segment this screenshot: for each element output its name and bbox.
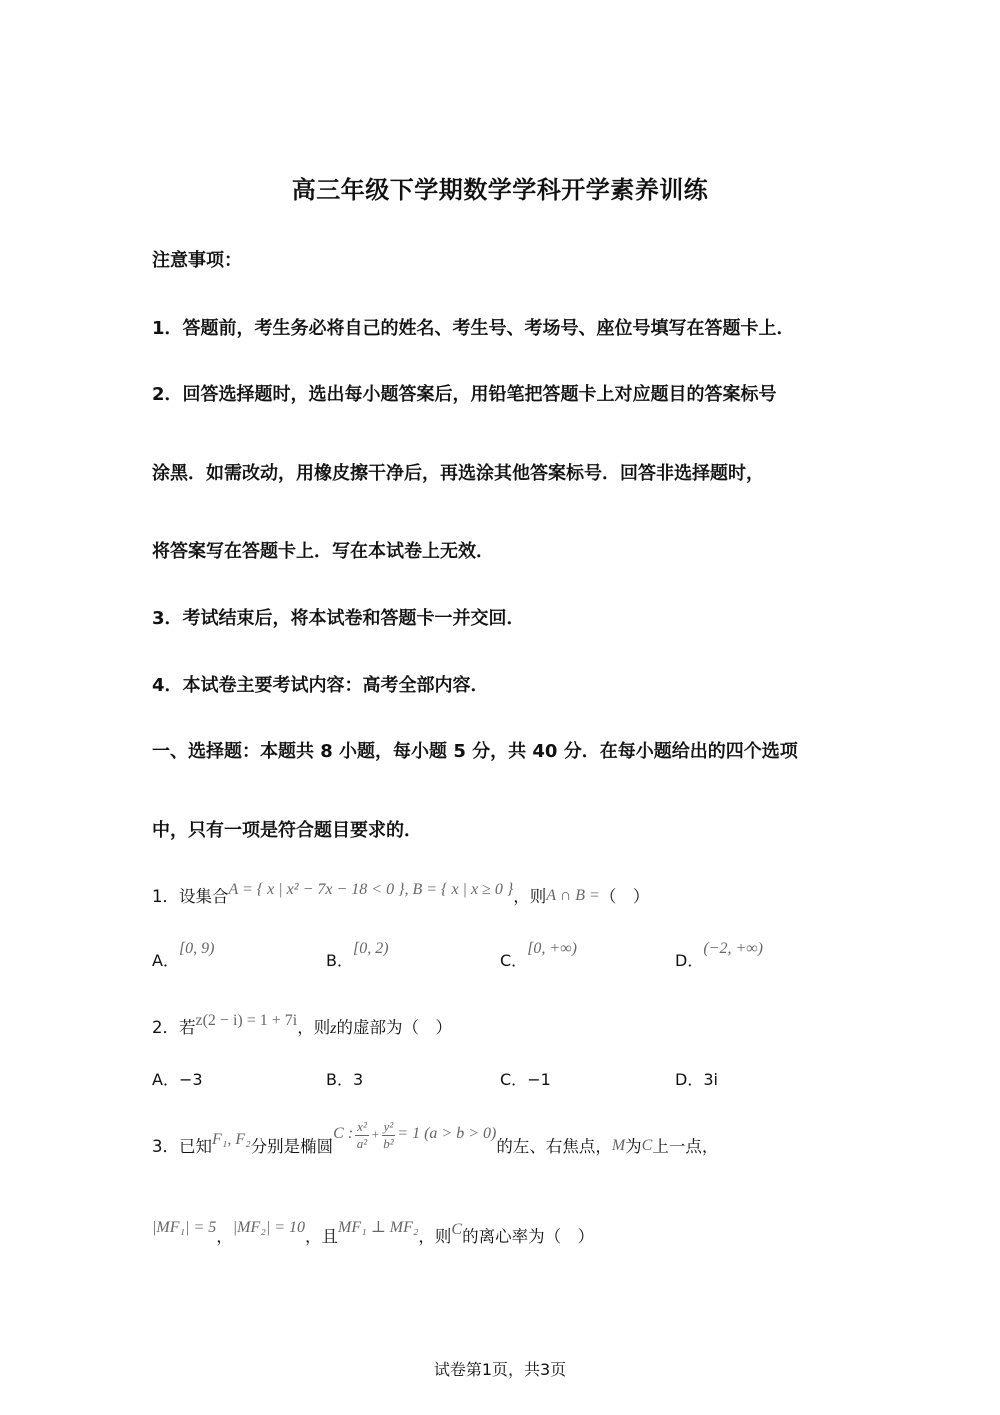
section-1-line-1: 一、选择题：本题共 8 小题，每小题 5 分，共 40 分．在每小题给出的四个选项 (152, 741, 798, 762)
option-label: C． (500, 951, 528, 970)
q3-text2: 的左、右焦点， (496, 1137, 612, 1156)
option-value: [0, 9) (178, 940, 215, 957)
notice-item-2-line-3: 将答案写在答题卡上．写在本试卷上无效． (152, 541, 494, 562)
option-value: −1 (527, 1070, 551, 1089)
q3-and: ，且 (305, 1227, 339, 1246)
q3-text1: 分别是椭圆 (250, 1137, 334, 1156)
question-3-line-2 (152, 1219, 595, 1247)
option-label: D． (675, 1070, 704, 1089)
q3-comma: ， (216, 1227, 233, 1246)
q3-c2: C (451, 1221, 463, 1238)
q1-prefix: 1．设集合 (152, 887, 229, 906)
q2-expr: z(2 − i) = 1 + 7i (195, 1012, 298, 1029)
q3-foci: F₁, F₂ (212, 1131, 251, 1148)
option-value: −3 (178, 1070, 203, 1089)
notice-item-2-line-2: 涂黑．如需改动，用橡皮擦干净后，再选涂其他答案标号．回答非选择题时， (152, 463, 764, 484)
option-value: [0, 2) (352, 940, 389, 957)
q3-then: ，则 (418, 1227, 452, 1246)
q1-option-b[interactable] (326, 940, 389, 971)
q3-mf2: |MF₂| = 10 (232, 1219, 306, 1236)
q1-option-c[interactable] (500, 940, 577, 971)
q2-mid: ，则 (297, 1018, 331, 1037)
section-1-line-2: 中，只有一项是符合题目要求的． (152, 820, 422, 841)
question-1 (152, 883, 649, 907)
q1-set-b: , B = { x | x ≥ 0 } (404, 881, 514, 898)
q1-set-a: A = { x | x² − 7x − 18 < 0 } (228, 881, 405, 898)
q3-m: M (611, 1137, 626, 1154)
q3-ellipse-c: C : (333, 1125, 354, 1142)
q3-mf1: |MF₁| = 5 (152, 1219, 217, 1236)
q3-text3: 为 (625, 1137, 642, 1156)
q1-suffix: （ ） (599, 887, 650, 906)
notice-item-1: 1．答题前，考生务必将自己的姓名、考生号、考场号、座位号填写在答题卡上． (152, 318, 795, 339)
option-value: 3 (352, 1070, 364, 1089)
q3-prefix: 3．已知 (152, 1137, 212, 1156)
notice-item-2-line-1: 2．回答选择题时，选出每小题答案后，用铅笔把答题卡上对应题目的答案标号 (152, 384, 777, 405)
page-title: 高三年级下学期数学学科开学素养训练 (291, 176, 709, 204)
option-value: 3i (703, 1070, 718, 1089)
q3-c: C (641, 1137, 653, 1154)
q3-perp: MF₁ ⊥ MF₂ (338, 1219, 419, 1236)
q2-option-d[interactable] (675, 1067, 718, 1090)
q3-text4: 上一点， (652, 1137, 719, 1156)
q2-option-c[interactable] (500, 1067, 551, 1090)
question-2 (152, 1014, 452, 1038)
page-footer: 试卷第1页，共3页 (433, 1360, 567, 1379)
notice-heading: 注意事项： (152, 250, 242, 271)
option-value: (−2, +∞) (703, 940, 763, 957)
q2-var: z (330, 1020, 337, 1037)
q2-suffix: 的虚部为（ ） (336, 1018, 452, 1037)
q1-mid: ，则 (513, 887, 547, 906)
q2-option-b[interactable] (326, 1067, 363, 1090)
option-label: A． (152, 951, 179, 970)
notice-item-4: 4．本试卷主要考试内容：高考全部内容． (152, 675, 489, 696)
option-label: B． (326, 951, 353, 970)
notice-item-3: 3．考试结束后，将本试卷和答题卡一并交回． (152, 608, 525, 629)
option-label: D． (675, 951, 704, 970)
q3-ellipse-fractions: $\frac{\text{x²}}{\text{a²}}$ + $\frac{\text{y²}}{\text{b²}}$ (356, 1119, 394, 1151)
option-label: B． (326, 1070, 353, 1089)
q2-prefix: 2．若 (152, 1018, 196, 1037)
option-label: A． (152, 1070, 179, 1089)
question-3-line-1 (152, 1119, 719, 1164)
option-label: C． (500, 1070, 528, 1089)
q3-ellipse-condition: = 1 (a > b > 0) (397, 1125, 497, 1142)
q2-option-a[interactable] (152, 1067, 203, 1090)
option-value: [0, +∞) (527, 940, 577, 957)
q1-option-a[interactable] (152, 940, 215, 971)
q3-suffix: 的离心率为（ ） (462, 1227, 595, 1246)
q1-option-d[interactable] (675, 940, 763, 971)
q1-expr: A ∩ B = (546, 887, 600, 904)
